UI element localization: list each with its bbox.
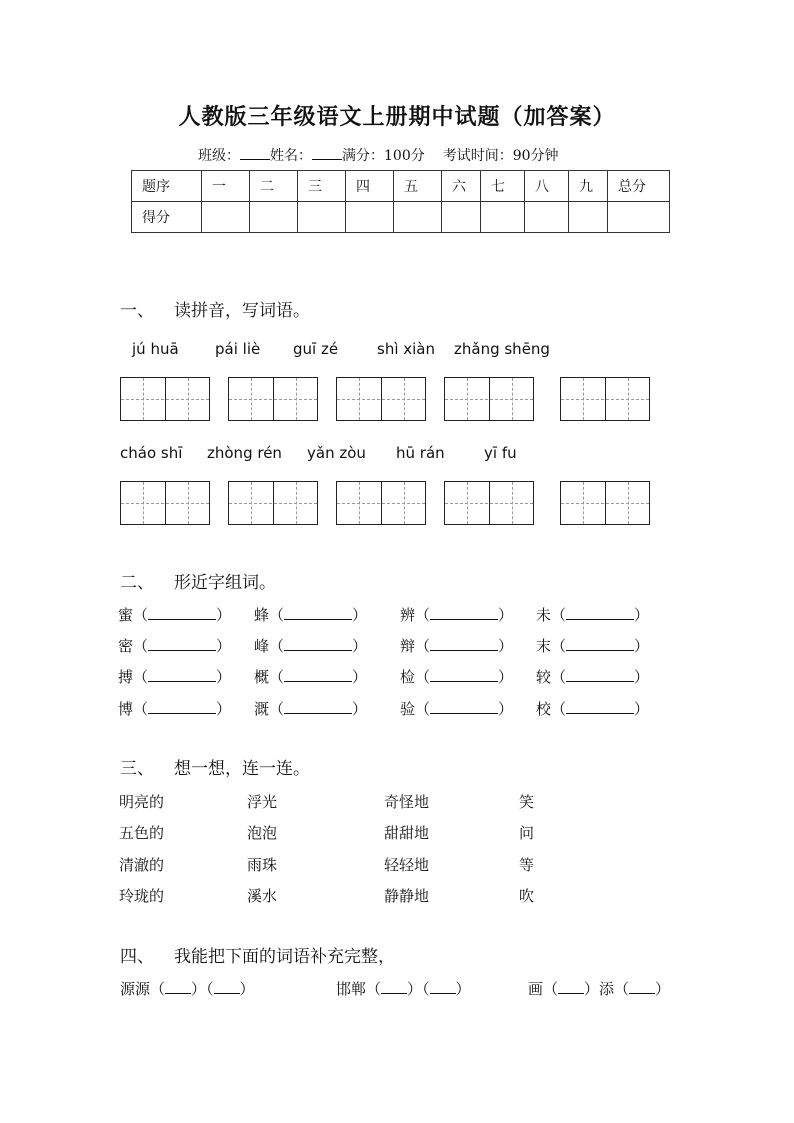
writing-grid[interactable] — [228, 377, 318, 421]
class-label: 班级： — [198, 148, 240, 164]
full-score: 满分：100分 — [342, 148, 425, 164]
score-cell[interactable] — [481, 202, 525, 233]
name-label: 姓名： — [270, 148, 312, 164]
match-word[interactable]: 浮光 — [247, 793, 278, 811]
word-item: 较（ ） — [536, 668, 650, 686]
answer-blank[interactable] — [566, 606, 634, 620]
answer-blank[interactable] — [284, 700, 352, 714]
pinyin-1-2: pái liè — [215, 340, 261, 358]
match-word[interactable]: 清澈的 — [119, 856, 165, 874]
answer-blank[interactable] — [566, 668, 634, 682]
word-item: 蜜（ ） — [118, 606, 232, 624]
answer-blank[interactable] — [558, 980, 584, 994]
section-title: 形近字组词。 — [174, 573, 276, 593]
writing-grid[interactable] — [336, 377, 426, 421]
idiom-item: 邯郸（ ）（ ） — [336, 980, 471, 998]
answer-blank[interactable] — [284, 606, 352, 620]
answer-blank[interactable] — [430, 700, 498, 714]
match-word[interactable]: 雨珠 — [247, 856, 278, 874]
score-cell[interactable] — [608, 202, 670, 233]
answer-blank[interactable] — [430, 637, 498, 651]
match-word[interactable]: 笑 — [519, 793, 535, 811]
section1-heading — [120, 296, 310, 321]
score-cell[interactable] — [202, 202, 250, 233]
section-title: 读拼音，写词语。 — [174, 301, 310, 321]
writing-grid[interactable] — [228, 481, 318, 525]
section-title: 想一想，连一连。 — [174, 759, 310, 779]
word-item: 溉（ ） — [254, 700, 368, 718]
answer-blank[interactable] — [430, 668, 498, 682]
section-number: 二、 — [120, 573, 154, 593]
answer-blank[interactable] — [381, 980, 407, 994]
word-item: 未（ ） — [536, 606, 650, 624]
pinyin-1-5: zhǎng shēng — [454, 340, 550, 358]
answer-blank[interactable] — [284, 637, 352, 651]
writing-grid[interactable] — [444, 481, 534, 525]
pinyin-1-3: guī zé — [293, 340, 339, 358]
answer-blank[interactable] — [148, 700, 216, 714]
match-word[interactable]: 玲珑的 — [119, 887, 165, 905]
score-cell[interactable] — [250, 202, 298, 233]
header-cell: 一 — [202, 171, 250, 202]
answer-blank[interactable] — [148, 637, 216, 651]
score-table — [131, 170, 670, 233]
answer-blank[interactable] — [430, 606, 498, 620]
pinyin-2-1: cháo shī — [120, 444, 183, 462]
score-cell[interactable] — [298, 202, 346, 233]
writing-grid[interactable] — [444, 377, 534, 421]
word-item: 搏（ ） — [118, 668, 232, 686]
pinyin-2-5: yī fu — [484, 444, 517, 462]
pinyin-2-2: zhòng rén — [207, 444, 282, 462]
header-cell: 题序 — [132, 171, 202, 202]
header-cell: 三 — [298, 171, 346, 202]
score-table-header-row — [132, 171, 670, 202]
exam-time: 考试时间：90分钟 — [442, 148, 559, 164]
score-table-score-row — [132, 202, 670, 233]
match-word[interactable]: 溪水 — [247, 887, 278, 905]
header-cell: 四 — [346, 171, 394, 202]
pinyin-1-1: jú huā — [132, 340, 179, 358]
match-word[interactable]: 轻轻地 — [384, 856, 430, 874]
score-cell[interactable] — [346, 202, 394, 233]
score-cell[interactable] — [394, 202, 442, 233]
idiom-item: 源源（ ）（ ） — [120, 980, 255, 998]
section-number: 一、 — [120, 301, 154, 321]
writing-grid[interactable] — [120, 481, 210, 525]
pinyin-1-4: shì xiàn — [377, 340, 436, 358]
word-item: 密（ ） — [118, 637, 232, 655]
answer-blank[interactable] — [430, 980, 456, 994]
writing-grid[interactable] — [560, 481, 650, 525]
answer-blank[interactable] — [165, 980, 191, 994]
section-number: 四、 — [120, 947, 154, 967]
section4-heading — [120, 942, 395, 967]
header-cell: 九 — [569, 171, 608, 202]
match-word[interactable]: 静静地 — [384, 887, 430, 905]
match-word[interactable]: 问 — [519, 824, 535, 842]
section3-heading — [120, 754, 310, 779]
word-item: 峰（ ） — [254, 637, 368, 655]
word-item: 辨（ ） — [400, 606, 514, 624]
match-word[interactable]: 明亮的 — [119, 793, 165, 811]
word-item: 蜂（ ） — [254, 606, 368, 624]
match-word[interactable]: 吹 — [519, 887, 535, 905]
match-word[interactable]: 奇怪地 — [384, 793, 430, 811]
header-cell: 八 — [525, 171, 569, 202]
header-cell: 七 — [481, 171, 525, 202]
answer-blank[interactable] — [566, 637, 634, 651]
class-blank[interactable] — [240, 145, 270, 160]
word-item: 校（ ） — [536, 700, 650, 718]
score-cell[interactable] — [569, 202, 608, 233]
word-item: 末（ ） — [536, 637, 650, 655]
match-word[interactable]: 甜甜地 — [384, 824, 430, 842]
word-item: 验（ ） — [400, 700, 514, 718]
match-word[interactable]: 五色的 — [119, 824, 165, 842]
section-title: 我能把下面的词语补充完整， — [174, 947, 395, 967]
answer-blank[interactable] — [214, 980, 240, 994]
match-word[interactable]: 泡泡 — [247, 824, 278, 842]
exam-info — [198, 145, 559, 165]
header-cell: 总分 — [608, 171, 670, 202]
match-word[interactable]: 等 — [519, 856, 535, 874]
section2-heading — [120, 568, 276, 593]
answer-blank[interactable] — [284, 668, 352, 682]
header-cell: 五 — [394, 171, 442, 202]
score-row-label: 得分 — [132, 202, 202, 233]
page-title: 人教版三年级语文上册期中试题（加答案） — [178, 104, 616, 130]
idiom-item: 画（ ）添（ ） — [528, 980, 671, 998]
writing-grid[interactable] — [336, 481, 426, 525]
word-item: 辩（ ） — [400, 637, 514, 655]
score-cell[interactable] — [442, 202, 481, 233]
answer-blank[interactable] — [148, 668, 216, 682]
pinyin-2-4: hū rán — [396, 444, 445, 462]
name-blank[interactable] — [312, 145, 342, 160]
pinyin-2-3: yǎn zòu — [307, 444, 366, 462]
section-number: 三、 — [120, 759, 154, 779]
answer-blank[interactable] — [566, 700, 634, 714]
writing-grid[interactable] — [560, 377, 650, 421]
answer-blank[interactable] — [148, 606, 216, 620]
score-cell[interactable] — [525, 202, 569, 233]
word-item: 检（ ） — [400, 668, 514, 686]
answer-blank[interactable] — [629, 980, 655, 994]
word-item: 概（ ） — [254, 668, 368, 686]
word-item: 博（ ） — [118, 700, 232, 718]
writing-grid[interactable] — [120, 377, 210, 421]
header-cell: 六 — [442, 171, 481, 202]
header-cell: 二 — [250, 171, 298, 202]
